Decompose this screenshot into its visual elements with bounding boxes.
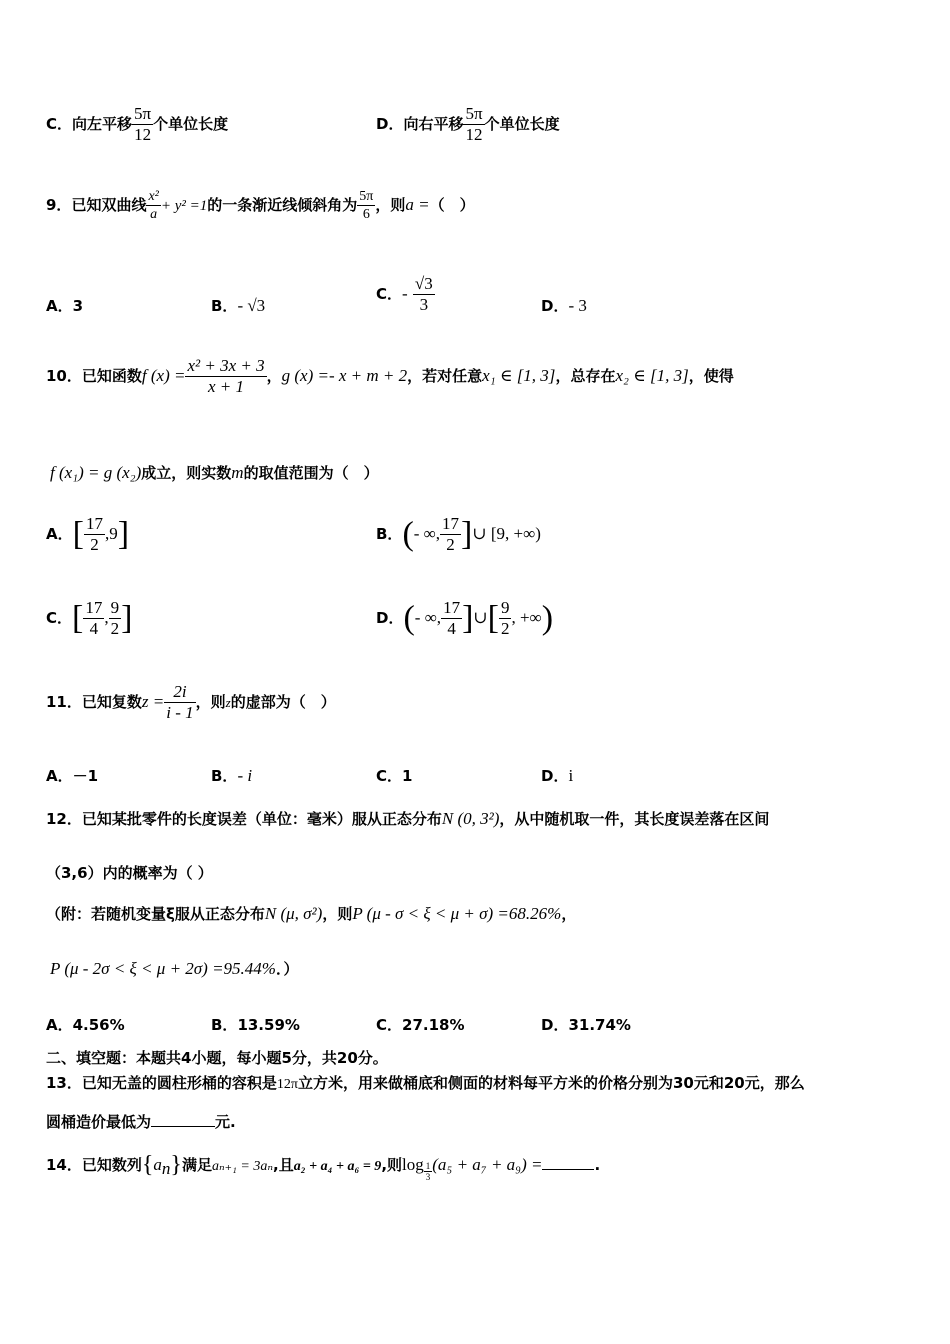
math-expression: P (μ - σ < ξ < μ + σ) =68.26% <box>352 904 562 923</box>
stem-text: 已知某批零件的长度误差（单位：毫米）服从正态分布 <box>81 810 442 828</box>
bracket: ] <box>117 515 130 553</box>
option-label: A． <box>46 525 73 543</box>
stem-text: ，则 <box>322 905 353 923</box>
fraction-denominator: 4 <box>447 619 456 638</box>
bracket: ) <box>541 599 554 637</box>
stem-text: 满足 <box>181 1156 212 1174</box>
log-base-fraction <box>424 1161 433 1182</box>
fraction-numerator: 5π <box>465 104 483 123</box>
option-text: - ∞, <box>414 608 442 627</box>
q10-stem <box>46 356 734 397</box>
option-label: B． <box>211 1016 238 1034</box>
stem-text: 元. <box>215 1113 236 1131</box>
q14-stem <box>46 1152 600 1182</box>
stem-text: 圆桶造价最低为 <box>46 1113 152 1131</box>
q11-option-c <box>376 765 412 786</box>
option-text: ,9 <box>104 524 118 543</box>
option-text: 向右平移 <box>403 115 464 133</box>
stem-text: ,则 <box>381 1156 403 1174</box>
fraction <box>463 104 484 145</box>
math-variable: z <box>225 695 231 710</box>
option-text: －1 <box>72 767 99 785</box>
bracket: ( <box>403 599 415 637</box>
math-expression: x₁ ∈ [1, 3] <box>482 366 556 385</box>
math-variable: m <box>231 463 244 482</box>
q10-option-d <box>376 598 553 639</box>
stem-text: 的取值范围为（ ） <box>243 464 379 482</box>
option-label: C． <box>46 609 73 627</box>
q12-note <box>46 903 576 924</box>
q13-stem <box>46 1072 805 1093</box>
fraction-denominator: 2 <box>446 535 455 554</box>
stem-text: ．） <box>275 960 299 978</box>
q10-option-b <box>376 514 541 555</box>
stem-text: 立方米，用来做桶底和侧面的材料每平方米的价格分别为30元和20元，那么 <box>297 1074 805 1092</box>
option-text: 27.18% <box>402 1016 465 1034</box>
stem-text: ，从中随机取一件，其长度误差落在区间 <box>499 810 770 828</box>
math-variable: a <box>153 1155 162 1174</box>
option-text: i <box>568 766 574 785</box>
stem-text: ，总存在 <box>555 367 616 385</box>
fraction-numerator: 9 <box>110 598 120 617</box>
option-label: C． <box>46 115 73 133</box>
fraction-denominator: 2 <box>500 619 510 638</box>
q9-option-a <box>46 295 83 316</box>
q10-option-a <box>46 514 129 555</box>
option-text: 向左平移 <box>72 115 133 133</box>
fraction-numerator: 2i <box>164 682 195 703</box>
fraction-numerator: 17 <box>85 598 103 617</box>
math-expression: + y² =1 <box>160 198 208 214</box>
fraction-numerator: 5π <box>134 104 152 123</box>
fraction-denominator: i - 1 <box>166 703 194 722</box>
fraction <box>440 514 461 555</box>
math-expression: aₙ₊₁ = 3aₙ <box>211 1159 274 1174</box>
option-label: B． <box>211 297 238 315</box>
fraction-denominator: 3 <box>419 295 429 314</box>
stem-text: 已知数列 <box>81 1156 142 1174</box>
fraction-denominator: x + 1 <box>208 377 245 396</box>
bracket: ( <box>402 515 414 553</box>
option-label: D． <box>541 1016 569 1034</box>
fraction-numerator: 1 <box>425 1161 431 1171</box>
stem-text: ,且 <box>273 1156 294 1174</box>
fraction-numerator: 9 <box>500 598 510 617</box>
option-label: C． <box>376 285 403 303</box>
fraction-numerator: 17 <box>442 514 460 533</box>
option-text: 3 <box>72 297 84 315</box>
option-label: D． <box>376 609 404 627</box>
fraction <box>146 188 160 223</box>
option-label: A． <box>46 767 73 785</box>
bracket: ] <box>462 599 474 637</box>
stem-text: （附：若随机变量ξ服从正态分布 <box>46 905 265 923</box>
option-text: 1 <box>402 767 413 785</box>
option-label: D． <box>541 767 569 785</box>
option-text: - √3 <box>237 296 266 315</box>
log-symbol: log <box>402 1155 424 1174</box>
option-text-suffix: 个单位长度 <box>484 115 560 133</box>
fraction-denominator: 2 <box>110 619 120 638</box>
fraction <box>132 104 153 145</box>
question-number: 13． <box>46 1074 82 1092</box>
bracket: } <box>170 1152 182 1178</box>
option-label: B． <box>376 525 403 543</box>
fraction-denominator: 12 <box>465 125 483 144</box>
bracket: [ <box>72 599 84 637</box>
fraction <box>185 356 266 397</box>
fraction-numerator: 5π <box>359 189 374 204</box>
math-expression: N (μ, σ²) <box>264 904 323 923</box>
fraction <box>109 598 122 639</box>
bracket: ] <box>461 515 473 553</box>
stem-text: ，使得 <box>688 367 734 385</box>
question-number: 9． <box>46 196 72 214</box>
stem-text: 的虚部为（ ） <box>230 693 336 711</box>
q13-stem-line2 <box>46 1110 236 1132</box>
option-label: D． <box>376 115 404 133</box>
stem-text: ， <box>561 905 577 923</box>
math-expression: g (x) =- x + m + 2 <box>281 366 408 385</box>
q12-option-d <box>541 1014 631 1035</box>
q12-option-a <box>46 1014 125 1035</box>
section-heading: 二、填空题：本题共4小题，每小题5分，共20分。 <box>46 1049 388 1067</box>
option-text: - i <box>237 766 253 785</box>
option-label: A． <box>46 297 73 315</box>
q10-stem-line2 <box>50 462 379 483</box>
stem-text: 已知复数 <box>81 693 142 711</box>
answer-blank[interactable] <box>151 1110 215 1127</box>
q12-note-line2 <box>50 958 299 979</box>
fraction-denominator: a <box>150 207 158 222</box>
q12-option-c <box>376 1014 465 1035</box>
fraction-numerator: x² <box>148 189 159 204</box>
q9-option-c <box>376 274 435 315</box>
option-label: A． <box>46 1016 73 1034</box>
q10-option-c <box>46 598 132 639</box>
fraction-numerator: x² + 3x + 3 <box>187 356 265 375</box>
math-expression: x₂ ∈ [1, 3] <box>615 366 689 385</box>
fraction-denominator: 6 <box>362 207 370 222</box>
question-number: 14． <box>46 1156 82 1174</box>
option-label: C． <box>376 1016 403 1034</box>
stem-text: 已知双曲线 <box>71 196 147 214</box>
stem-text: ，则 <box>195 693 226 711</box>
stem-text: . <box>594 1156 601 1174</box>
option-text: - ∞, <box>413 524 441 543</box>
bracket: { <box>141 1152 154 1178</box>
comma: , <box>104 608 109 627</box>
q12-option-b <box>211 1014 300 1035</box>
bracket: ] <box>121 599 133 637</box>
stem-text: ， <box>266 367 282 385</box>
fraction-denominator: 3 <box>425 1172 431 1182</box>
option-label: D． <box>541 297 569 315</box>
option-text: , +∞ <box>511 608 542 627</box>
q11-option-a <box>46 765 98 786</box>
stem-text: （ ） <box>429 196 475 214</box>
stem-text: 已知无盖的圆柱形桶的容积是 <box>81 1074 277 1092</box>
q12-stem-line2 <box>46 862 213 883</box>
math-expression: f (x) = <box>141 366 186 385</box>
q11-option-d <box>541 765 573 786</box>
q9-stem <box>46 188 475 223</box>
math-expression: P (μ - 2σ < ξ < μ + 2σ) =95.44% <box>50 959 276 978</box>
fraction <box>84 514 105 555</box>
fraction <box>357 188 375 223</box>
stem-text: ，若对任意 <box>407 367 483 385</box>
math-expression: f (x₁) = g (x₂) <box>50 463 142 482</box>
math-expression: 12π <box>276 1077 298 1092</box>
q8-option-c <box>46 104 228 145</box>
q9-option-d <box>541 295 587 316</box>
math-sign: - <box>402 284 408 303</box>
math-expression: N (0, 3²) <box>441 809 500 828</box>
question-number: 11． <box>46 693 82 711</box>
fraction-numerator: √3 <box>414 274 433 293</box>
fraction <box>413 274 435 315</box>
stem-text: 已知函数 <box>81 367 142 385</box>
bracket: [ <box>72 515 84 553</box>
math-variable: a = <box>405 195 430 214</box>
math-expression: a₂ + a₄ + a₆ = 9 <box>293 1159 382 1174</box>
option-text: - 3 <box>568 296 587 315</box>
fraction-numerator: 17 <box>85 514 103 533</box>
q9-option-b <box>211 295 265 316</box>
stem-text: 的一条渐近线倾斜角为 <box>207 196 358 214</box>
q8-option-d <box>376 104 560 145</box>
math-expression: (a₅ + a₇ + a₉) = <box>432 1155 543 1174</box>
answer-blank[interactable] <box>542 1153 594 1170</box>
option-text-suffix: 个单位长度 <box>153 115 229 133</box>
stem-text: 成立，则实数 <box>141 464 232 482</box>
option-label: B． <box>211 767 238 785</box>
fraction-denominator: 12 <box>134 125 152 144</box>
question-number: 10． <box>46 367 82 385</box>
fraction <box>441 598 462 639</box>
q11-option-b <box>211 765 252 786</box>
math-subscript: n <box>161 1159 171 1178</box>
math-expression: z = <box>141 692 165 711</box>
fraction <box>164 682 195 723</box>
fraction-numerator: 17 <box>443 598 461 617</box>
option-text: 13.59% <box>237 1016 300 1034</box>
option-label: C． <box>376 767 403 785</box>
stem-text: （3,6）内的概率为（ ） <box>46 864 213 882</box>
q12-stem <box>46 808 769 829</box>
bracket: [ <box>487 599 499 637</box>
union-symbol: ∪ <box>473 608 488 627</box>
fraction-denominator: 4 <box>89 619 99 638</box>
question-number: 12． <box>46 810 82 828</box>
stem-text: ，则 <box>375 196 406 214</box>
q11-stem <box>46 682 336 723</box>
option-text: 31.74% <box>568 1016 631 1034</box>
fraction <box>83 598 104 639</box>
fraction-denominator: 2 <box>90 535 99 554</box>
option-text: ∪ [9, +∞) <box>472 524 541 543</box>
option-text: 4.56% <box>72 1016 125 1034</box>
fraction <box>499 598 512 639</box>
